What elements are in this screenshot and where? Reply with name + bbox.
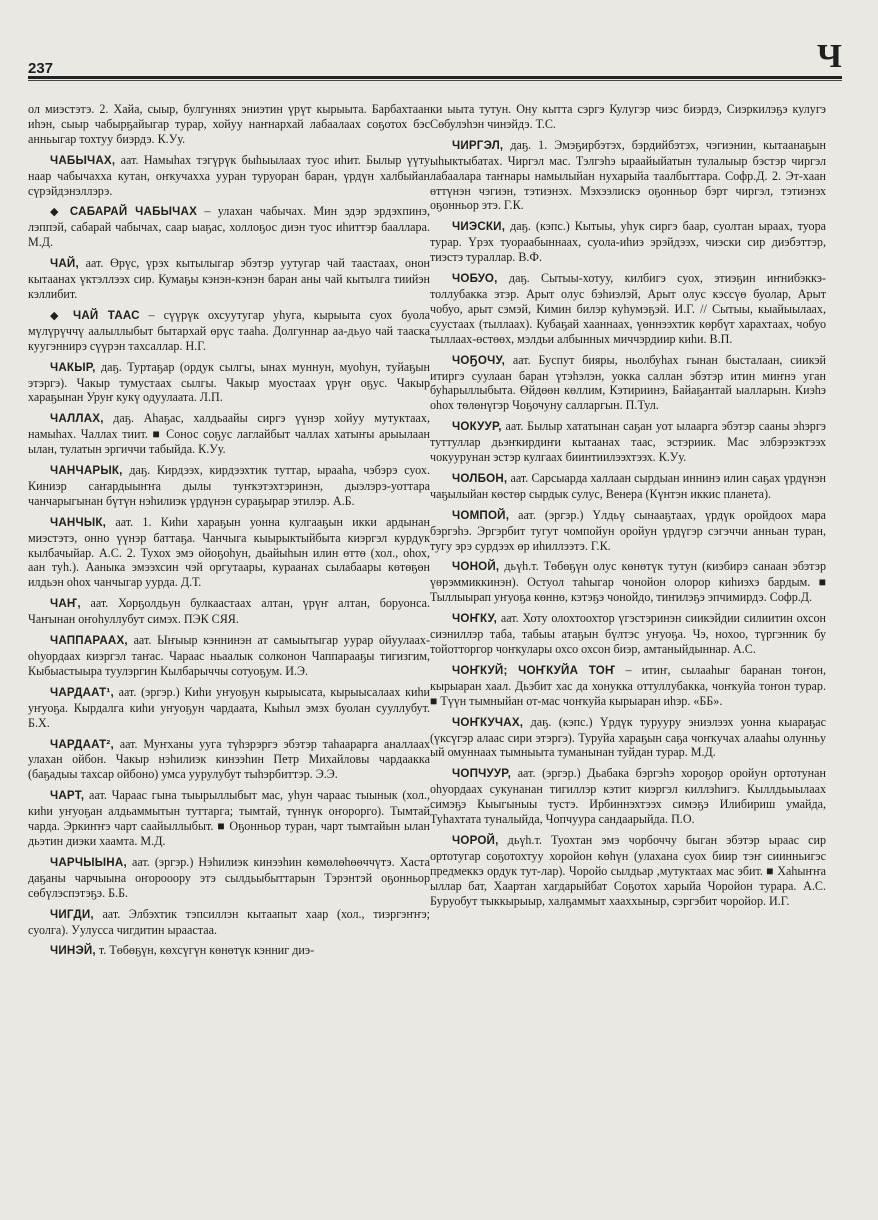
entry-definition: аат. Чараас гына тыырыллыбыт мас, уһун чараас тыынык (хол., киһи уҥуоҕан алдьаммытын туттарга; тымтай, түннүк оҥорорго). Тымтай чарда. Эркиҥҥэ чарт саайыллыбыт. ■ Оҕонньор туран, чарт тымтайын ылан дьэтин диэки хаамта. М.Д.	[28, 788, 430, 848]
dictionary-entry	[28, 685, 430, 731]
dictionary-entry	[28, 204, 430, 250]
entry-headword: ЧАЙ ТААС	[73, 308, 140, 322]
entry-headword: ЧАППАРААХ,	[50, 634, 128, 648]
dictionary-entry	[430, 766, 826, 827]
entry-definition: ол миэстэтэ. 2. Хайа, сыыр, булгуннях эниэтин үрүт кырыыта. Барбахтаан иһэн, сыыр чабырҕайыгар турар, хойуу наҥнархай лабаалаах соҕотох бэс анньыгар тохтуу биэрдэ. К.Уу.	[28, 102, 430, 146]
header-rule	[28, 76, 842, 81]
dictionary-entry	[430, 611, 826, 657]
dictionary-entry	[430, 219, 826, 265]
entry-headword: ЧИРГЭЛ,	[452, 138, 504, 152]
entry-headword: ЧАКЫР,	[50, 360, 96, 374]
entry-definition: ки ыыта тутун. Ону кытта сэргэ Кулугэр чиэс биэрдэ, Сиэркилэҕэ кулугэ Сөбулэһэн чинэйдэ. Т.С.	[430, 102, 826, 131]
entry-definition: аат. Өрүс, үрэх кытылыгар эбэтэр уутугар чай таастаах, онон кытаанах үктэллээх сир. Кумаҕы кэнэн-кэнэн баран аны чай кытылга тиийэн кэллибит.	[28, 256, 430, 301]
dictionary-entry	[28, 596, 430, 627]
dictionary-entry	[28, 633, 430, 679]
entry-headword: ЧОМПОЙ,	[452, 508, 510, 522]
dictionary-entry	[430, 833, 826, 909]
dictionary-entry	[28, 855, 430, 901]
dictionary-entry	[430, 508, 826, 554]
entry-headword: ЧИНЭЙ,	[50, 944, 96, 958]
entry-headword: ЧИЭСКИ,	[452, 220, 506, 234]
running-letter: Ч	[817, 38, 842, 75]
entry-headword: САБАРАЙ ЧАБЫЧАХ	[69, 205, 198, 219]
left-column	[28, 102, 430, 965]
entry-headword: ЧАЛЛАХ,	[50, 412, 104, 426]
dictionary-entry	[28, 788, 430, 849]
entry-definition: аат. Буспут бияры, ньолбуһах гынан бысталаан, сиикэй итиргэ суулаан баран үтэһэлэн, уокка саллан эбэтэр итин миҥнэ уган буһарыллыбыта. Өйдөөн көллим, Кэтириинэ, Байаҕантай ыалларын. Киэһэ оһох төлөнүгэр Чоҕочуну салларгын. П.Тул.	[430, 352, 826, 413]
entry-definition: аат. (эргэр.) Дьабака бэргэһэ хороҕор оройун ортотунан оһуордаах сукунанан тигиллэр кэтит киэргэл киллэһигэ. Кыллдьыылаах симэҕэ Кыыгыныы тустэ. Ирбиннэхтээх симэҕэ Илибириш умайда, Туһахтата туналыйда, Чопчуура сандаарыйда. П.О.	[430, 766, 826, 827]
entry-definition: дьүһ.т. Туохтан эмэ чорбоччу быган эбэтэр ыраас сир ортотугар соҕотохтуу хоройон көһүн (улахана суох биир тэҥ сиинньигэс предмеккэ ордук тут-лар). Чоройо сылдьар ,мутуктаах мас эбит. ■ Хаһыҥҥа ыллар бат, Хаартан хагдарыйбат Соҕотох харыйа Чоройон турара. А.С. Буруобут тыккырыыр, халҕаммыт хааххыныр, сэргэбит чоройор. И.Г.	[430, 832, 827, 908]
entry-definition: даҕ. (кэпс.) Кытыы, уһук сиргэ баар, суолтан ыраах, туора турар. Үрэх туораабыннаах, суола-иһиэ эрэйдээх, чиэски сир диэбэттэр, тиэстэ тураллар. В.Ф.	[430, 219, 827, 265]
entry-definition: – итиҥ, сылааһыг баранан тоҥон, кырыаран хаал. Дьэбит хас да хонукка оттуллубакка, чоҥкуйа тоҥон турар. ■ Түүн тымныйан от-мас чоҥкуйа кырыаран иһэр. «ББ».	[430, 662, 826, 708]
entry-definition: аат. Былыр хататынан саҕан уот ылаарга эбэтэр сааны эһэргэ туттуллар дьэҥкирдиҥи кытаанах таас, эстэриик. Мас элбэрээктээх чокуурунан эстэр кулгаах биинтиилээхтээх. К.Уу.	[430, 419, 826, 465]
entry-definition: аат. (эргэр.) Киһи уҥуоҕун кырыысата, кырыысалаах киһи уҥуоҕа. Кырдалга киһи уҥуоҕун чардаата, Кыһыл эмэх буолан сууллубут. Б.Х.	[28, 684, 430, 730]
dictionary-entry	[430, 271, 826, 347]
dictionary-entry	[430, 559, 826, 605]
entry-headword: ЧИГДИ,	[50, 907, 94, 921]
dictionary-entry	[28, 256, 430, 302]
entry-headword: ЧАЙ,	[50, 257, 79, 271]
entry-headword: ЧАБЫЧАХ,	[50, 153, 116, 167]
entry-definition: даҕ. Аһаҕас, халдьаайы сиргэ үүнэр хойуу мутуктаах, намыһах. Чаллах тиит. ■ Сонос соҕус лаглайбыт чаллах хатыҥы арыылаан ылан, тулатын эргиччи табыйда. К.Уу.	[28, 411, 430, 457]
diamond-icon: ◆	[50, 206, 70, 219]
dictionary-entry	[430, 138, 826, 214]
entry-definition: даҕ. (кэпс.) Үрдүк турууру эниэлээх уонна кыараҕас (үксүгэр алаас сири этэргэ). Туруйа хараҕын саҕа чоҥкучах алааһы олунньу ый омуннаах тымныыта туманынан туйдан турар. М.Д.	[430, 714, 826, 760]
entry-headword: ЧОЛБОН,	[452, 471, 508, 485]
dictionary-entry	[28, 411, 430, 457]
entry-headword: ЧАҤ,	[50, 597, 81, 611]
dictionary-entry	[28, 907, 430, 938]
entry-definition: аат. Элбэхтик тэпсиллэн кытаапыт хаар (хол., тиэргэҥҥэ; суолга). Уулусса чигдитин ыраастаа.	[28, 906, 430, 937]
entry-definition: дьүһ.т. Төбөҕүн олус көнөтүк тутун (киэбирэ санаан эбэтэр үөрэммиккинэн). Остуол таһыгар чонойон олорор киһиэхэ бардым. ■ Тыллыырап уҥуоҕа көннө, кэтэҕэ чонойдо, тиҥилэҕэ эпчимирдэ. Софр.Д.	[430, 559, 827, 605]
entry-definition: аат. Муҥханы ууга түһэрэргэ эбэтэр таһаарарга аналлаах улахан ойбон. Чакыр нэһилиэк кинээһин Петр Михайловы чардаакка (баҕадыы тахсар ойбоно) умса уурулубут тыһэрбиттэр. Э.Э.	[28, 736, 430, 782]
entry-headword: ЧОҤКУЙ; ЧОҤКУЙА ТОҤ	[452, 663, 616, 677]
diamond-icon: ◆	[50, 309, 73, 322]
entry-headword: ЧОБУО,	[452, 272, 498, 286]
entry-headword: ЧАРДААТ²,	[50, 737, 114, 751]
entry-definition: т. Төбөҕүн, көхсүгүн көнөтүк кэнниг диэ-	[98, 943, 315, 958]
dictionary-entry	[28, 153, 430, 199]
entry-headword: ЧОКУУР,	[452, 420, 502, 434]
entry-definition: аат. Хоту олохтоохтор үгэстэринэн сиикэйдии силиитин охсон сиэниллэр таба, табыы атаҕын бүлтэс уҥуоҕа. Чэ, нохоо, түргэнник бу тойотторгор чоҥкулары охсо охсон биэр, амтаныйдыннар. А.С.	[430, 611, 827, 656]
entry-headword: ЧАРДААТ¹,	[50, 685, 114, 699]
dictionary-entry	[28, 463, 430, 509]
entry-headword: ЧОҔОЧУ,	[452, 353, 505, 367]
dictionary-entry	[430, 471, 826, 502]
dictionary-entry	[28, 737, 430, 783]
entry-headword: ЧОНОЙ,	[452, 560, 500, 574]
entry-headword: ЧАРЧЫЫНА,	[50, 855, 127, 869]
dictionary-entry	[430, 419, 826, 465]
dictionary-entry	[430, 715, 826, 761]
entry-definition: даҕ. Кирдээх, кирдээхтик туттар, ырааһа, чэбэрэ суох. Киниэр саҥардыыҥҥа дылы туҥкэтэхтэринэн, дыэлэрэ-уоттара чанчарыгынан бүтүн нэһилиэк үрдүнэн сураҕырар этилэр. А.Б.	[28, 463, 430, 508]
entry-definition: аат. (эргэр.) Үлдьү сынааҕтаах, үрдүк оройдоох мара бэргэһэ. Эргэрбит тугут чомпойун оройун үрдүгэр сэгэччи анньан туран, тугу эрэ сурдээх өр иһиллээтэ. Г.К.	[430, 507, 826, 553]
page-number: 237	[28, 60, 54, 77]
right-column	[430, 102, 826, 915]
dictionary-entry	[28, 360, 430, 406]
dictionary-entry	[28, 308, 430, 354]
entry-definition: аат. Ыҥыыр кэннинэн ат самыытыгар уурар ойуулаах-оһуордаах киэргэл таҥас. Чараас ньаалык солконон Чаппарааҕы тигизгим, Кыбыастыыра туулэргин Кылбарыччы сотуоҕум. И.Э.	[28, 633, 430, 678]
page-header	[28, 40, 842, 78]
dictionary-entry	[430, 353, 826, 414]
entry-definition: аат. (эргэр.) Нэһилиэк кинээһин көмөлөһөөччүтэ. Хаста даҕаны чарчыына оҥорооору этэ сылдьыбыттарын Тэрэнтэй оҕонньор сөбүлэспэтэҕэ. Б.Б.	[28, 854, 430, 900]
entry-headword: ЧАНЧЫК,	[50, 515, 107, 529]
dictionary-entry	[430, 663, 826, 709]
entry-definition: даҕ. Сытыы-хотуу, килбигэ суох, этиэҕин иҥнибэккэ-толлубакка этэр. Арыт олус бэһиэлэй, Арыт олус кэссүө буолар, Арыт чобуо, арыт сэмэй, Кимин билэр куһумэҕэй. И.Г. // Сытыы, кыайыылаах, суустаах (тыллаах). Кубаҕай хааннаах, үөннээхтик көрбүт харахтаах, чобуо тыллаах-өстөөх, мэлдьи албынных миччэрдиир киһи. В.П.	[430, 271, 826, 346]
dictionary-entry	[28, 102, 430, 147]
entry-headword: ЧОРОЙ,	[452, 833, 499, 847]
entry-headword: ЧОПЧУУР,	[452, 767, 512, 781]
dictionary-entry	[28, 943, 430, 959]
entry-headword: ЧОҤКУ,	[452, 612, 498, 626]
entry-definition: – сүүрүк охсуутугар уһуга, кырыыта суох буола мүлүрүччү аалыллыбыт бытархай өрүс тааһа. Долгуннар аа-дьуо чай тааска куугэннирэ сүүрэн тахсаллар. Н.Г.	[28, 307, 430, 353]
entry-headword: ЧАНЧАРЫК,	[50, 464, 123, 478]
entry-definition: даҕ. Туртаҕар (ордук сылгы, ынах муннун, муоһун, туйаҕын этэргэ). Чакыр тумустаах сылгы. Чакыр муостаах үрүҥ оҕус. Чакыр хараҕынан Уруҥ кукү одуулаата. Л.П.	[28, 359, 430, 405]
dictionary-entry	[28, 515, 430, 591]
entry-definition: – улахан чабычах. Мин эдэр эрдэхпинэ, лэппэй, сабарай чабычах, саар ыаҕас, холлоҕос диэн туос иһиттэр бааллара. М.Д.	[28, 204, 430, 250]
entry-definition: аат. Хорҕолдьун булкаастаах алтан, үрүҥ алтан, боруонса. Чаҥынан оҥоһуллубут симэх. ПЭК СЯЯ.	[28, 596, 430, 627]
entry-headword: ЧОҤКУЧАХ,	[452, 715, 524, 729]
entry-definition: даҕ. 1. Эмэҕирбэтэх, бэрдийбэтэх, чэгиэнин, кытаанаҕын ыһыктыбатах. Чиргэл мас. Тэлгэһэ ыраайыйатын тулалыыр бэстэр чиргэл лабаалара таҥнары намылыйан нухарыйа таалбыттара. Софр.Д. 2. Эт-хаан өттүнэн чэгиэн, тэтиэнэх. Мэхээлискэ оҕонньор бэрт чиргэл, тэтиэнэх оҕонньор этэ. Г.К.	[430, 137, 827, 213]
dictionary-entry	[430, 102, 826, 132]
entry-headword: ЧАРТ,	[50, 789, 85, 803]
entry-definition: аат. 1. Киһи хараҕын уонна кулгааҕын икки ардынан миэстэтэ, онно үүнэр баттаҕа. Чанчыга кыырыктыйбыта киэргэл курдук кылбачыйар. А.С. 2. Тухох эмэ ойоҕоһун, дьайыһын илин өттө (хол., оһох, аан туһ.). Ааныка эмээхсин чэй оргутаары, кураанах сылабаары көтөҕөн илдьэн оһох чанчыгар уурда. Д.Т.	[28, 514, 430, 590]
entry-definition: аат. Намыһах тэгүрүк быһыылаах туос иһит. Былыр үүту наар чабычахха кутан, оҥкучахха ууран туруоран баран, үрдүн халбыйан сүрэйдэнэллэрэ.	[28, 152, 430, 198]
entry-definition: аат. Сарсыарда халлаан сырдыан иннинэ илин саҕах үрдүнэн чаҕылыйан көстөр сырдык сулус, Венера (Күнтэн иккис планета).	[430, 470, 826, 501]
